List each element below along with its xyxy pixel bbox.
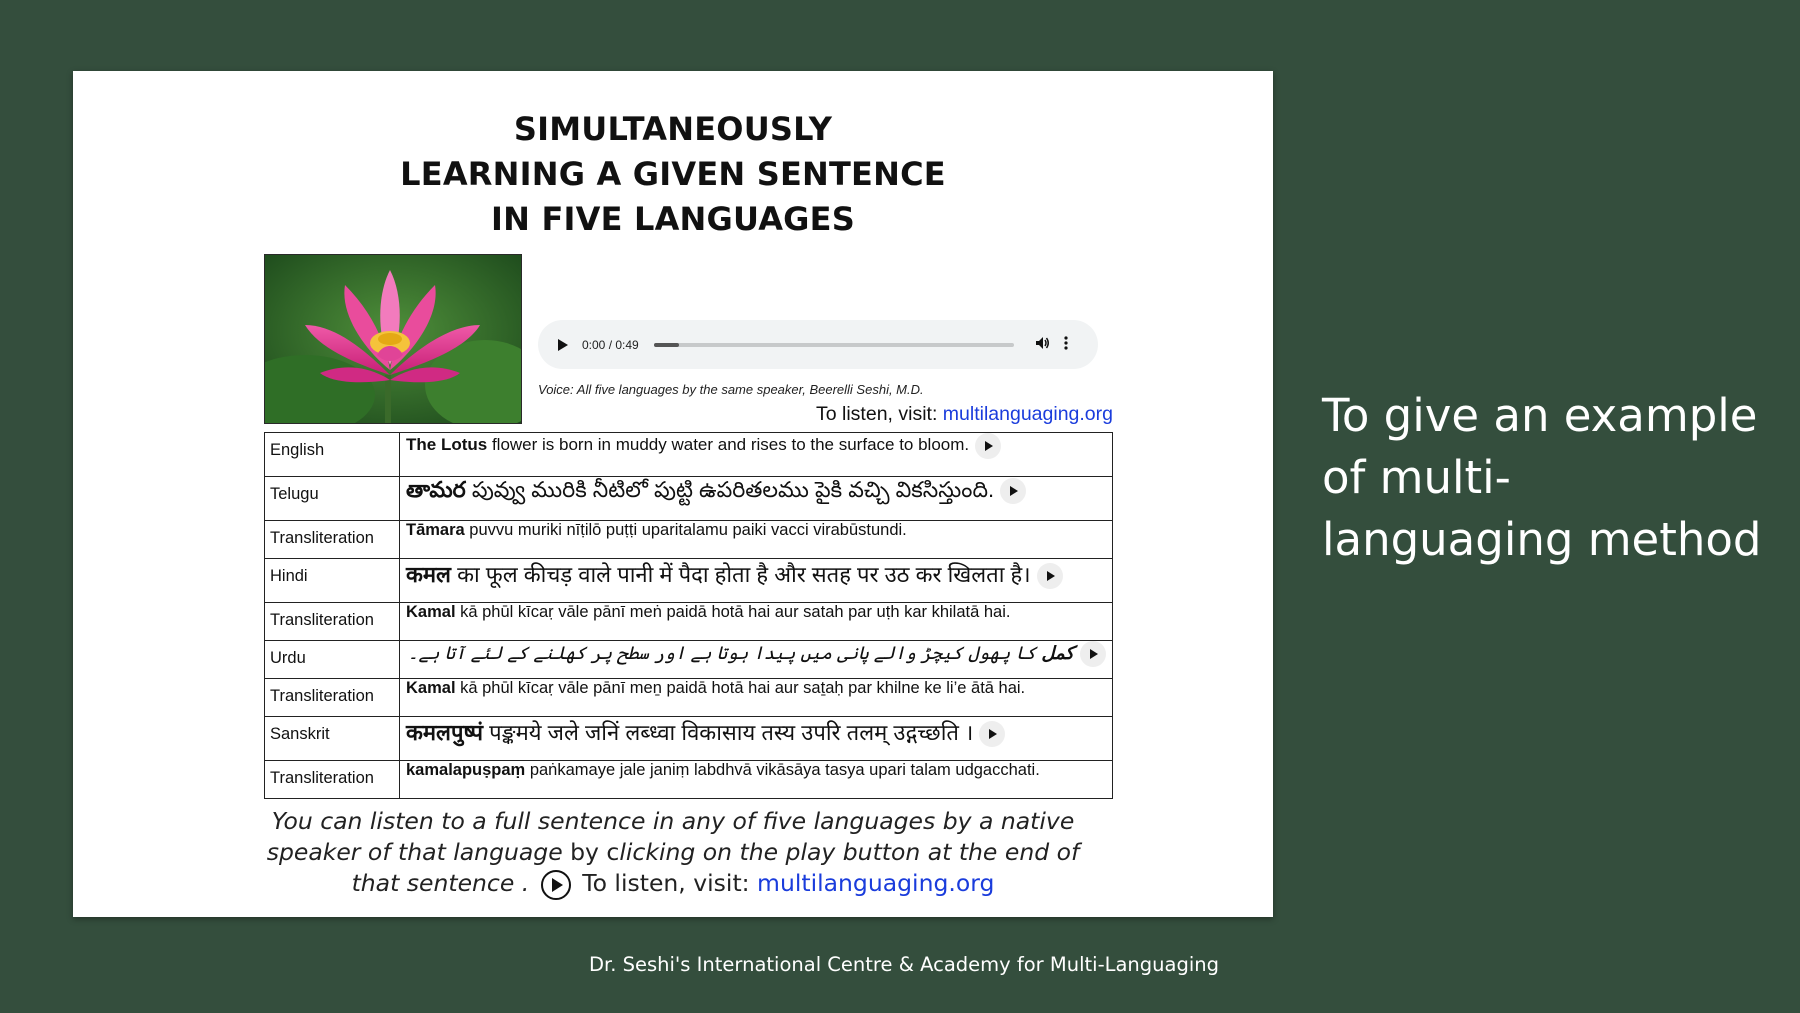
row-sentence bbox=[400, 433, 1113, 477]
circle-play-icon bbox=[541, 870, 571, 900]
row-sentence bbox=[400, 717, 1113, 761]
title-line-1: SIMULTANEOUSLY bbox=[513, 110, 833, 148]
row-language-label: Transliteration bbox=[265, 679, 400, 717]
table-row bbox=[265, 559, 1113, 603]
table-row bbox=[265, 717, 1113, 761]
play-button[interactable] bbox=[975, 433, 1001, 459]
keyword: Tāmara bbox=[406, 521, 465, 539]
play-icon[interactable] bbox=[556, 338, 570, 352]
table-row bbox=[265, 477, 1113, 521]
row-language-label: English bbox=[265, 433, 400, 477]
website-link-bottom[interactable]: multilanguaging.org bbox=[757, 869, 995, 897]
audio-progress-bar[interactable] bbox=[654, 343, 1014, 347]
keyword: کمل bbox=[1041, 642, 1074, 663]
instruction-line-2b: by c bbox=[570, 838, 620, 866]
language-table bbox=[264, 432, 1113, 799]
row-sentence bbox=[400, 761, 1113, 799]
instruction-line-3 bbox=[73, 868, 1273, 900]
title-line-3: IN FIVE LANGUAGES bbox=[491, 200, 855, 238]
listen-prefix: To listen, visit: bbox=[816, 403, 943, 425]
table-row bbox=[265, 433, 1113, 477]
instruction-line-3a: that sentence . bbox=[351, 869, 530, 897]
more-options-icon[interactable] bbox=[1064, 336, 1068, 353]
instruction-line-2 bbox=[73, 837, 1273, 868]
instruction-line-1: You can listen to a full sentence in any of five languages by a native bbox=[271, 807, 1075, 835]
sentence-text: کا پھول کیچڑ والے پانی میں پیدا ہوتا ہے اور سطح پر کھلنے کے لئے آتا ہے۔ bbox=[407, 642, 1037, 663]
instruction-line-2a: speaker of that language bbox=[266, 838, 571, 866]
keyword: कमल bbox=[406, 562, 451, 587]
audio-time: 0:00 / 0:49 bbox=[582, 337, 639, 352]
play-button[interactable] bbox=[1000, 478, 1026, 504]
slide-card bbox=[73, 71, 1273, 917]
table-row bbox=[265, 641, 1113, 679]
row-language-label: Urdu bbox=[265, 641, 400, 679]
instruction-listen-prefix: To listen, visit: bbox=[582, 869, 758, 897]
row-language-label: Telugu bbox=[265, 477, 400, 521]
row-language-label: Transliteration bbox=[265, 603, 400, 641]
table-row bbox=[265, 679, 1113, 717]
voice-note: Voice: All five languages by the same speaker, Beerelli Seshi, M.D. bbox=[538, 382, 924, 397]
row-language-label: Hindi bbox=[265, 559, 400, 603]
keyword: తామర bbox=[406, 477, 466, 502]
row-language-label: Transliteration bbox=[265, 521, 400, 559]
footer: Dr. Seshi's International Centre & Academy for Multi-Languaging bbox=[588, 953, 1219, 976]
keyword: Kamal bbox=[406, 679, 456, 697]
play-button[interactable] bbox=[1080, 641, 1106, 667]
table-row bbox=[265, 761, 1113, 799]
row-language-label: Transliteration bbox=[265, 761, 400, 799]
sentence-text: kā phūl kīcaṛ vāle pānī meṅ paidā hotā hai aur satah par uṭh kar khilatā hai. bbox=[460, 603, 1011, 621]
listen-link-top bbox=[816, 403, 1113, 426]
audio-player[interactable] bbox=[538, 320, 1098, 369]
play-button[interactable] bbox=[979, 721, 1005, 747]
instruction-line-2c: licking on the play button at the end of bbox=[619, 838, 1080, 866]
table-row bbox=[265, 521, 1113, 559]
side-caption: To give an example of multi-languaging method bbox=[1322, 389, 1762, 566]
keyword: kamalapuṣpaṃ bbox=[406, 761, 526, 779]
keyword: Kamal bbox=[406, 603, 456, 621]
table-row bbox=[265, 603, 1113, 641]
row-sentence bbox=[400, 477, 1113, 521]
row-sentence bbox=[400, 679, 1113, 717]
sentence-text: kā phūl kīcaṛ vāle pānī meṉ paidā hotā hai aur saṯaḥ par khilne ke li’e ātā hai. bbox=[460, 679, 1026, 697]
row-language-label: Sanskrit bbox=[265, 717, 400, 761]
sentence-text: flower is born in muddy water and rises to the surface to bloom. bbox=[491, 435, 970, 455]
sentence-text: का फूल कीचड़ वाले पानी में पैदा होता है और सतह पर उठ कर खिलता है। bbox=[457, 562, 1031, 587]
page-title bbox=[73, 107, 1273, 242]
sentence-text: పువ్వు మురికి నీటిలో పుట్టి ఉపరితలము పైకి వచ్చి వికసిస్తుంది. bbox=[471, 477, 995, 502]
audio-progress-fill bbox=[654, 343, 679, 347]
website-link[interactable]: multilanguaging.org bbox=[942, 403, 1113, 425]
sentence-text: paṅkamaye jale janiṃ labdhvā vikāsāya tasya upari talam udgacchati. bbox=[529, 761, 1040, 779]
keyword: The Lotus bbox=[406, 435, 488, 455]
row-sentence bbox=[400, 603, 1113, 641]
volume-icon[interactable] bbox=[1034, 335, 1050, 354]
play-button[interactable] bbox=[1037, 563, 1063, 589]
instruction-text bbox=[73, 806, 1273, 900]
lotus-image bbox=[264, 254, 522, 424]
sentence-text: पङ्कमये जले जनिं लब्ध्वा विकासाय तस्य उपरि तलम् उद्गच्छति । bbox=[489, 720, 974, 745]
row-sentence bbox=[400, 641, 1113, 679]
row-sentence bbox=[400, 559, 1113, 603]
title-line-2: LEARNING A GIVEN SENTENCE bbox=[400, 155, 946, 193]
sentence-text: puvvu muriki nīṭilō puṭṭi uparitalamu paiki vacci virabūstundi. bbox=[469, 521, 907, 539]
keyword: कमलपुष्पं bbox=[406, 720, 484, 745]
row-sentence bbox=[400, 521, 1113, 559]
